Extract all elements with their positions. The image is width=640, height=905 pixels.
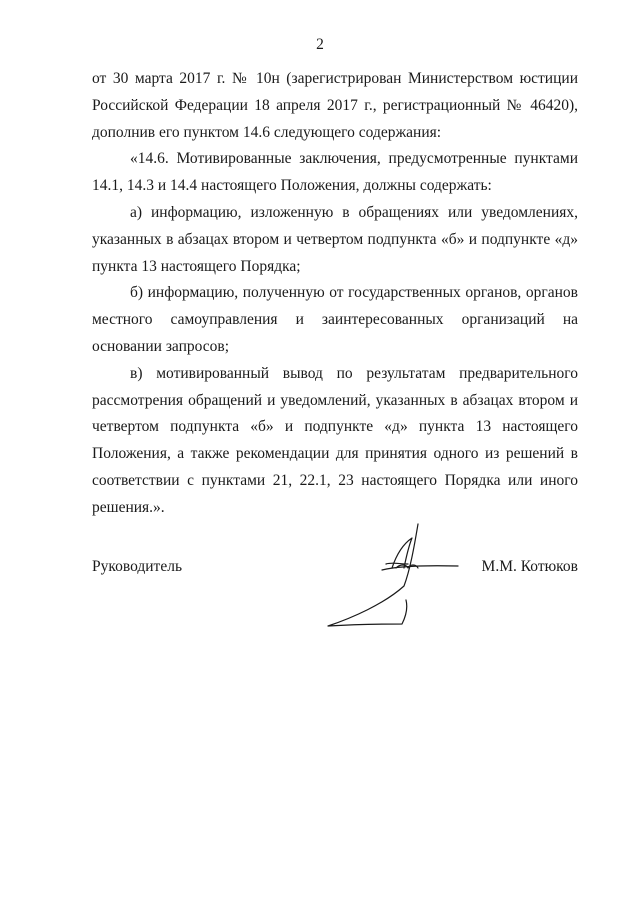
paragraph-intro: от 30 марта 2017 г. № 10н (зарегистрирован Министерством юстиции Российской Федерации 18 апреля 2017 г., регистрационный № 46420), дополнив его пунктом 14.6 следующего содержания: [92,70,578,141]
paragraph-item-v: в) мотивированный вывод по результатам предварительного рассмотрения обращений и уведомлений, указанных в абзацах втором и четвертом подпункта «б» и подпункте «д» пункта 13 настоящего Положения, а также рекомендации для принятия одного из решений в соответствии с пунктами 21, 22.1, 23 настоящего Порядка или иного решения.». [92,364,578,516]
signatory-name: М.М. Котюков [481,558,578,575]
page-number: 2 [316,36,324,53]
signatory-title: Руководитель [92,558,183,575]
handwritten-signature [322,520,472,630]
paragraph-item-a: а) информацию, изложенную в обращениях или уведомлениях, указанных в абзацах втором и четвертом подпункта «б» и подпункте «д» пункта 13 настоящего Порядка; [92,203,578,275]
paragraph-item-b: б) информацию, полученную от государственных органов, органов местного самоуправления и заинтересованных организаций на основании запросов; [92,284,578,355]
document-body [92,66,578,522]
signature-block [92,554,578,644]
paragraph-clause-14-6: «14.6. Мотивированные заключения, предусмотренные пунктами 14.1, 14.3 и 14.4 настоящего Положения, должны содержать: [92,150,578,195]
